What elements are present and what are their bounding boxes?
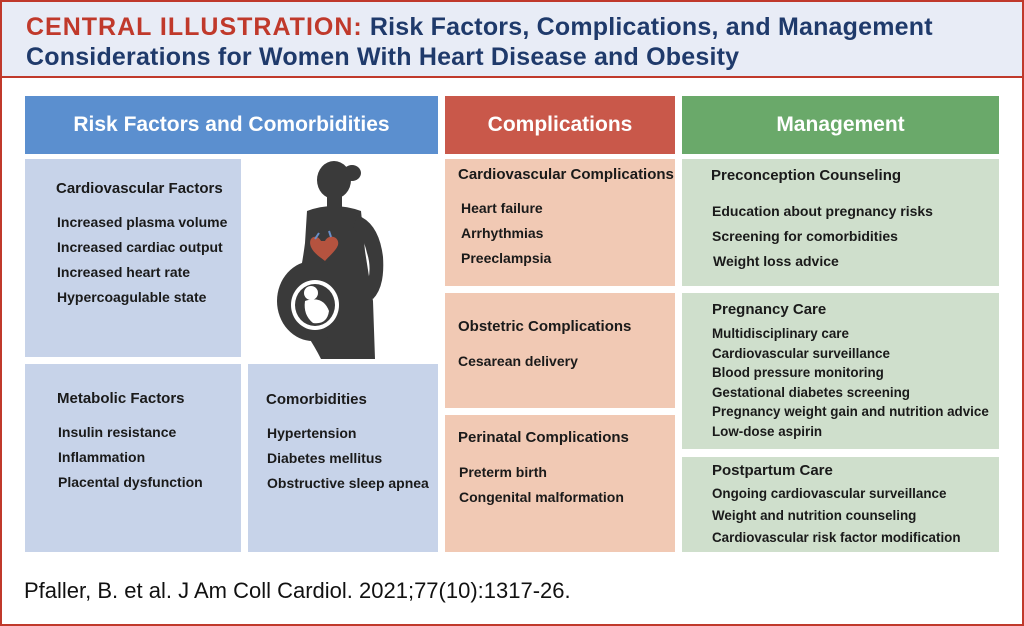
list-item: Increased cardiac output: [57, 239, 223, 255]
list-item: Hypertension: [267, 425, 357, 441]
risk-column-header-label: Risk Factors and Comorbidities: [73, 113, 390, 136]
obstetric-complications-box: [445, 293, 675, 408]
list-item: Multidisciplinary care: [712, 326, 849, 341]
metabolic-factors-box: [25, 364, 241, 552]
title-line-2: Considerations for Women With Heart Disease and Obesity: [26, 43, 740, 71]
title-line-1-text: Risk Factors, Complications, and Management: [369, 13, 933, 41]
obstetric-complications-title: Obstetric Complications: [458, 318, 632, 335]
list-item: Cardiovascular risk factor modification: [712, 530, 961, 545]
cardiovascular-complications-box: [445, 159, 675, 286]
list-item: Heart failure: [461, 200, 543, 216]
list-item: Education about pregnancy risks: [712, 203, 933, 219]
list-item: Placental dysfunction: [58, 474, 203, 490]
list-item: Congenital malformation: [459, 489, 624, 505]
list-item: Pregnancy weight gain and nutrition advice: [712, 404, 989, 419]
list-item: Diabetes mellitus: [267, 450, 383, 466]
figure-area: [241, 159, 439, 364]
complications-column-header: [445, 96, 675, 154]
postpartum-care-box: [682, 457, 999, 552]
management-column-header-label: Management: [776, 113, 905, 136]
list-item: Cesarean delivery: [458, 353, 578, 369]
title-prefix: CENTRAL ILLUSTRATION:: [26, 13, 363, 41]
perinatal-complications-box: [445, 415, 675, 552]
list-item: Cardiovascular surveillance: [712, 346, 890, 361]
pregnancy-care-title: Pregnancy Care: [712, 301, 827, 318]
cardiovascular-factors-box: [25, 159, 241, 357]
pregnancy-care-box: [682, 293, 999, 449]
list-item: Gestational diabetes screening: [712, 385, 910, 400]
preconception-counseling-title: Preconception Counseling: [711, 167, 902, 184]
list-item: Weight loss advice: [713, 253, 839, 269]
list-item: Ongoing cardiovascular surveillance: [712, 486, 947, 501]
title-line-1: [26, 13, 933, 42]
postpartum-care-title: Postpartum Care: [712, 462, 833, 479]
complications-column-header-label: Complications: [487, 113, 633, 136]
cardiovascular-complications-title: Cardiovascular Complications: [458, 166, 674, 183]
comorbidities-title: Comorbidities: [266, 391, 367, 408]
preconception-counseling-box: [682, 159, 999, 286]
list-item: Hypercoagulable state: [57, 289, 207, 305]
pregnant-woman-silhouette-icon: [241, 159, 439, 364]
list-item: Screening for comorbidities: [712, 228, 898, 244]
perinatal-complications-title: Perinatal Complications: [458, 429, 629, 446]
list-item: Preterm birth: [459, 464, 547, 480]
list-item: Preeclampsia: [461, 250, 552, 266]
fetus-icon: [291, 280, 339, 330]
list-item: Obstructive sleep apnea: [267, 475, 429, 491]
metabolic-factors-title: Metabolic Factors: [57, 390, 185, 407]
comorbidities-box: [248, 364, 438, 552]
list-item: Increased plasma volume: [57, 214, 228, 230]
list-item: Low-dose aspirin: [712, 424, 823, 439]
list-item: Insulin resistance: [58, 424, 177, 440]
list-item: Blood pressure monitoring: [712, 365, 884, 380]
list-item: Inflammation: [58, 449, 146, 465]
title-bar: [2, 2, 1022, 78]
list-item: Increased heart rate: [57, 264, 191, 280]
list-item: Arrhythmias: [461, 225, 544, 241]
list-item: Weight and nutrition counseling: [712, 508, 917, 523]
management-column-header: [682, 96, 999, 154]
cardiovascular-factors-title: Cardiovascular Factors: [56, 180, 223, 197]
citation: Pfaller, B. et al. J Am Coll Cardiol. 2021;77(10):1317-26.: [24, 578, 571, 603]
risk-column-header: [25, 96, 438, 154]
